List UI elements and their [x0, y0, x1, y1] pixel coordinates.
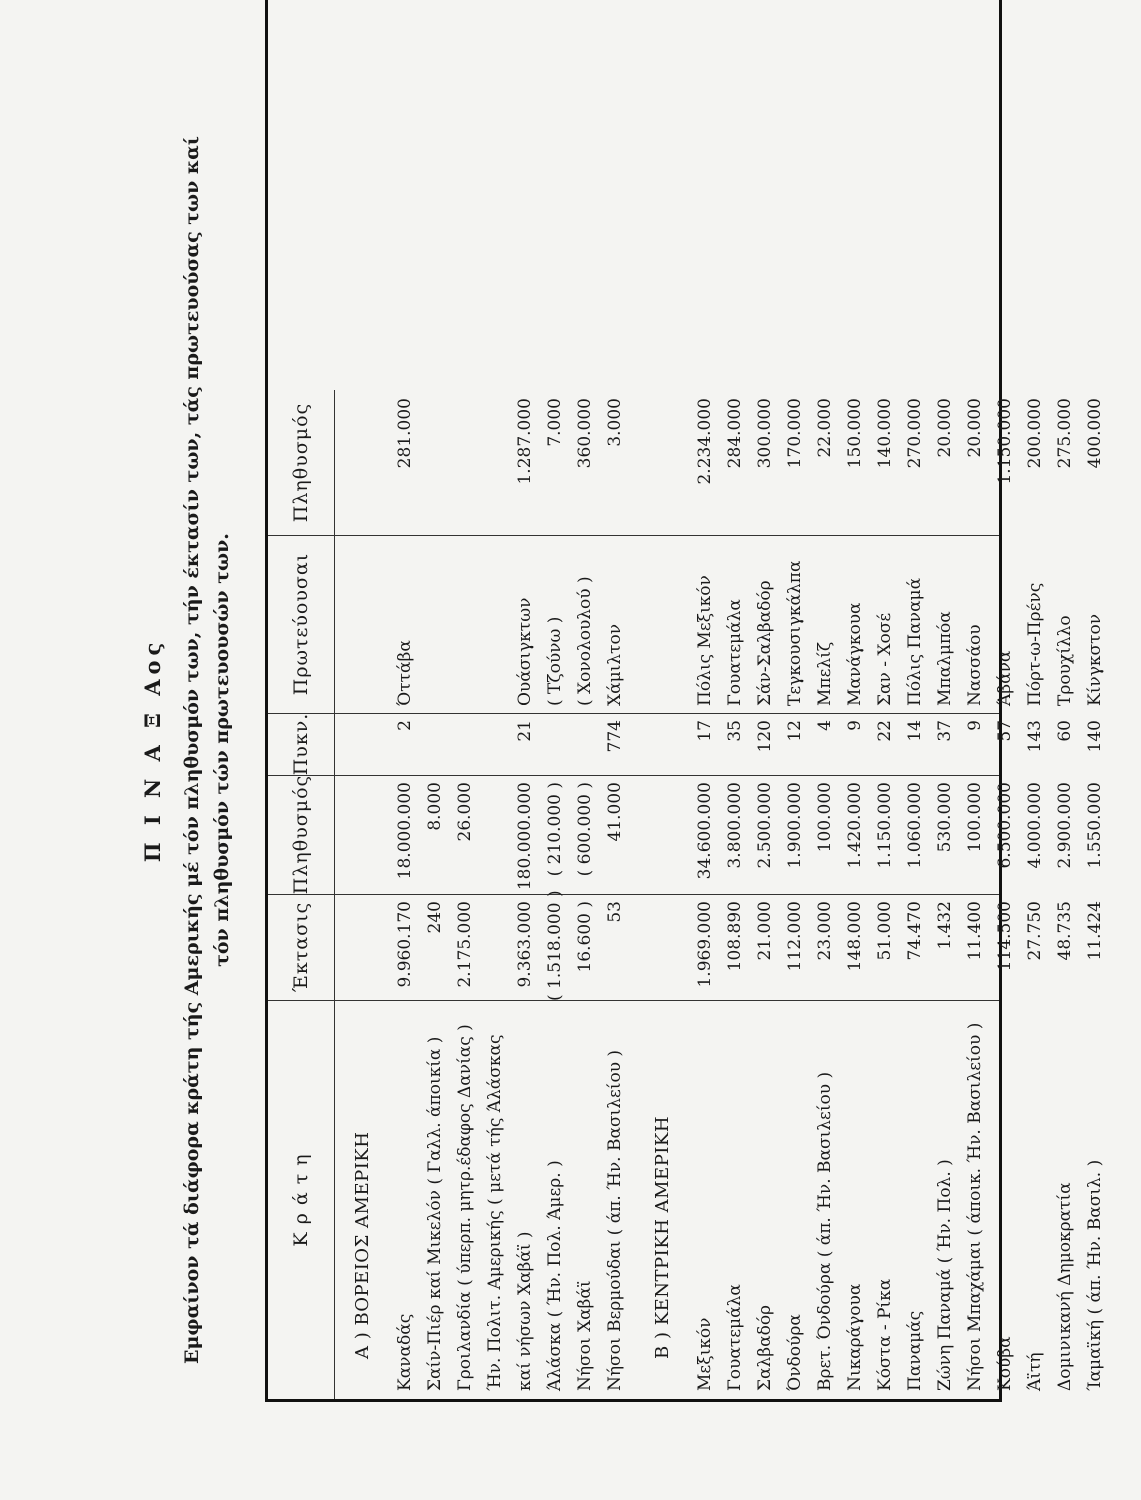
- cell-capital: Σάν-Σαλβαδόρ: [755, 580, 775, 706]
- cell-state: Νικαράγουα: [845, 1283, 865, 1391]
- cell-population: 18.000.000: [395, 782, 415, 880]
- cell-state: καί νήσων Χαβάϊ ): [515, 1231, 535, 1391]
- page-title: Π Ι Ν Α Ξ Αος: [140, 637, 165, 863]
- cell-population: 1.060.000: [905, 782, 925, 869]
- section-heading: Β ) ΚΕΝΤΡΙΚΗ ΑΜΕΡΙΚΗ: [652, 1115, 673, 1359]
- cell-population: 4.000.000: [1025, 782, 1045, 869]
- cell-state: Ίαμαϊκή ( άπ. Ήν. Βασιλ. ): [1085, 1159, 1105, 1391]
- cell-capital-population: 2.234.000: [695, 398, 715, 485]
- cell-area: 53: [605, 901, 625, 923]
- cell-density: 120: [755, 720, 775, 753]
- cell-state: Νήσοι Μπαχάμαι ( άποικ. Ήν. Βασιλείου ): [965, 1022, 985, 1391]
- cell-state: Δομινικανή Δημοκρατία: [1055, 1182, 1075, 1391]
- cell-area: 108.890: [725, 901, 745, 972]
- header-density: Πυκν.: [268, 713, 335, 775]
- cell-capital-population: 400.000: [1085, 398, 1105, 469]
- cell-density: 9: [965, 720, 985, 731]
- header-population: Πληθυσμός: [268, 775, 335, 894]
- cell-density: 143: [1025, 720, 1045, 753]
- cell-density: [450, 720, 480, 776]
- cell-area: 1.969.000: [695, 901, 715, 988]
- cell-density: 57: [995, 720, 1015, 742]
- cell-capital-population: 20.000: [965, 398, 985, 458]
- cell-capital: Γουατεμάλα: [725, 599, 745, 706]
- cell-area: ( 1.518.000 ): [545, 890, 565, 1001]
- cell-state: Βρετ. Όνδούρα ( άπ. Ήν. Βασιλείου ): [815, 1071, 835, 1391]
- cell-population: 8.000: [425, 782, 445, 831]
- cell-capital-population: [450, 398, 480, 536]
- cell-state: Ήν. Πολιτ. Αμερικής ( μετά τής Άλάσκας: [485, 1034, 505, 1391]
- header-capital: Πρωτεύουσαι: [268, 535, 335, 713]
- cell-area: 1.432: [935, 901, 955, 950]
- cell-capital: Πόλις Μεξικόν: [695, 575, 715, 706]
- cell-capital-population: 170.000: [785, 398, 805, 469]
- cell-state: Γροιλανδία ( ύπερπ. μητρ.έδαφος Δανίας ): [455, 1024, 475, 1391]
- cell-area: 48.735: [1055, 901, 1075, 961]
- cell-area: 11.400: [965, 901, 985, 961]
- cell-population: 1.900.000: [785, 782, 805, 869]
- cell-capital-population: 270.000: [905, 398, 925, 469]
- cell-capital-population: 7.000: [545, 398, 565, 447]
- cell-capital: Πόλις Παναμά: [905, 577, 925, 706]
- cell-capital-population: [420, 398, 450, 536]
- cell-area: [480, 901, 510, 1001]
- cell-population: 6.500.000: [995, 782, 1015, 869]
- cell-area: 9.960.170: [395, 901, 415, 988]
- cell-capital-population: 140.000: [875, 398, 895, 469]
- cell-capital: Όττάβα: [395, 640, 415, 706]
- cell-population: [480, 782, 510, 895]
- cell-population: 180.000.000: [515, 782, 535, 891]
- table-caption: [177, 90, 237, 1410]
- cell-density: 17: [695, 720, 715, 742]
- cell-density: 774: [605, 720, 625, 753]
- cell-population: 1.550.000: [1085, 782, 1105, 869]
- cell-state: Νήσοι Βερμούδαι ( άπ. Ήν. Βασιλείου ): [605, 1049, 625, 1391]
- cell-capital: Μπαλμπόα: [935, 611, 955, 706]
- cell-capital-population: 281.000: [395, 398, 415, 469]
- cell-density: 22: [875, 720, 895, 742]
- cell-capital-population: 275.000: [1055, 398, 1075, 469]
- cell-density: 35: [725, 720, 745, 742]
- cell-population: 3.800.000: [725, 782, 745, 869]
- cell-area: 23.000: [815, 901, 835, 961]
- cell-state: Νήσοι Χαβάϊ: [575, 1280, 595, 1391]
- cell-capital-population: [480, 398, 510, 536]
- cell-state: Γουατεμάλα: [725, 1284, 745, 1391]
- cell-density: 4: [815, 720, 835, 731]
- cell-population: ( 600.000 ): [575, 782, 595, 877]
- cell-density: 60: [1055, 720, 1075, 742]
- cell-capital: [450, 540, 480, 706]
- cell-area: 51.000: [875, 901, 895, 961]
- cell-population: ( 210.000 ): [545, 782, 565, 877]
- cell-density: 14: [905, 720, 925, 742]
- cell-capital-population: 3.000: [605, 398, 625, 447]
- cell-density: 21: [515, 720, 535, 742]
- cell-capital: Πόρτ-ω-Πρένς: [1025, 582, 1045, 706]
- header-area: Έκτασις: [268, 894, 335, 1000]
- cell-density: 140: [1085, 720, 1105, 753]
- cell-density: 37: [935, 720, 955, 742]
- cell-area: 27.750: [1025, 901, 1045, 961]
- cell-density: [540, 720, 570, 776]
- cell-area: 148.000: [845, 901, 865, 972]
- cell-capital: ( Χονολουλού ): [575, 576, 595, 706]
- cell-population: 41.000: [605, 782, 625, 842]
- cell-capital: [420, 540, 450, 706]
- cell-area: 16.600 ): [575, 901, 595, 973]
- cell-capital-population: 360.000: [575, 398, 595, 469]
- cell-capital: Τρουχίλλο: [1055, 615, 1075, 706]
- caption-line-2: τόν πληθυσμόν τών πρωτευουσών των.: [211, 533, 233, 967]
- cell-population: 1.150.000: [875, 782, 895, 869]
- cell-capital-population: 200.000: [1025, 398, 1045, 469]
- cell-population: 1.420.000: [845, 782, 865, 869]
- cell-state: Καναδάς: [395, 1313, 415, 1391]
- cell-area: 21.000: [755, 901, 775, 961]
- cell-capital: Άβάνα: [995, 650, 1015, 706]
- cell-capital-population: 1.287.000: [515, 398, 535, 485]
- cell-capital: [480, 540, 510, 706]
- cell-state: Σαλβαδόρ: [755, 1304, 775, 1391]
- cell-state: Ζώνη Παναμά ( Ήν. Πολ. ): [935, 1159, 955, 1391]
- cell-capital-population: 22.000: [815, 398, 835, 458]
- cell-area: 240: [425, 901, 445, 934]
- statistics-table: [265, 0, 1105, 1402]
- cell-area: 112.000: [785, 901, 805, 972]
- cell-capital-population: 20.000: [935, 398, 955, 458]
- cell-capital-population: 1.150.000: [995, 398, 1015, 485]
- cell-state: Όνδούρα: [785, 1314, 805, 1391]
- cell-population: 100.000: [965, 782, 985, 853]
- cell-capital: Νασσάου: [965, 624, 985, 706]
- cell-capital: ( Τζούνω ): [545, 616, 565, 706]
- cell-population: 530.000: [935, 782, 955, 853]
- table-heading: [140, 90, 237, 1410]
- cell-capital: Σαν - Χοσέ: [875, 612, 895, 706]
- cell-capital: Κίνγκστον: [1085, 613, 1105, 706]
- cell-state: Παναμάς: [905, 1310, 925, 1391]
- cell-state: Άλάσκα ( Ήν. Πολ. Άμερ. ): [545, 1160, 565, 1391]
- header-capital-population: Πληθυσμός: [268, 390, 335, 535]
- cell-population: 2.900.000: [1055, 782, 1075, 869]
- cell-capital: Μπελίζ: [815, 641, 835, 706]
- cell-population: 100.000: [815, 782, 835, 853]
- cell-state: Κόστα - Ρίκα: [875, 1278, 895, 1391]
- cell-area: 74.470: [905, 901, 925, 961]
- cell-density: [570, 720, 600, 776]
- cell-capital-population: 150.000: [845, 398, 865, 469]
- header-state: Κ ρ ά τ η: [268, 1001, 335, 1399]
- cell-area: 2.175.000: [455, 901, 475, 988]
- cell-population: 34.600.000: [695, 782, 715, 880]
- cell-population: 26.000: [455, 782, 475, 842]
- cell-population: 2.500.000: [755, 782, 775, 869]
- section-heading: Α ) ΒΟΡΕΙΟΣ ΑΜΕΡΙΚΗ: [352, 1131, 373, 1359]
- cell-capital: Μανάγκουα: [845, 602, 865, 706]
- cell-capital-population: 284.000: [725, 398, 745, 469]
- cell-state: Άϊτή: [1025, 1352, 1045, 1391]
- cell-density: 2: [395, 720, 415, 731]
- cell-density: 12: [785, 720, 805, 742]
- cell-capital-population: 300.000: [755, 398, 775, 469]
- caption-line-1: Εμφαίνον τά διάφορα κράτη τής Αμερικής μέ τόν πληθυσμόν των, τήν έκτασίν των, τάς πρωτευούσας των καί: [181, 136, 203, 1364]
- cell-capital: Χάμιλτον: [605, 623, 625, 706]
- cell-capital: Τεγκουσιγκάλπα: [785, 560, 805, 706]
- cell-capital: Ουάσιγκτων: [515, 597, 535, 706]
- cell-density: 9: [845, 720, 865, 731]
- cell-area: 114.500: [995, 901, 1015, 972]
- cell-state: Σαίν-Πιέρ καί Μικελόν ( Γαλλ. άποικία ): [425, 1036, 445, 1391]
- cell-state: Κούβα: [995, 1336, 1015, 1391]
- cell-density: [420, 720, 450, 776]
- cell-area: 9.363.000: [515, 901, 535, 988]
- cell-area: 11.424: [1085, 901, 1105, 961]
- cell-state: Μεξικόν: [695, 1317, 715, 1391]
- cell-density: [480, 720, 510, 776]
